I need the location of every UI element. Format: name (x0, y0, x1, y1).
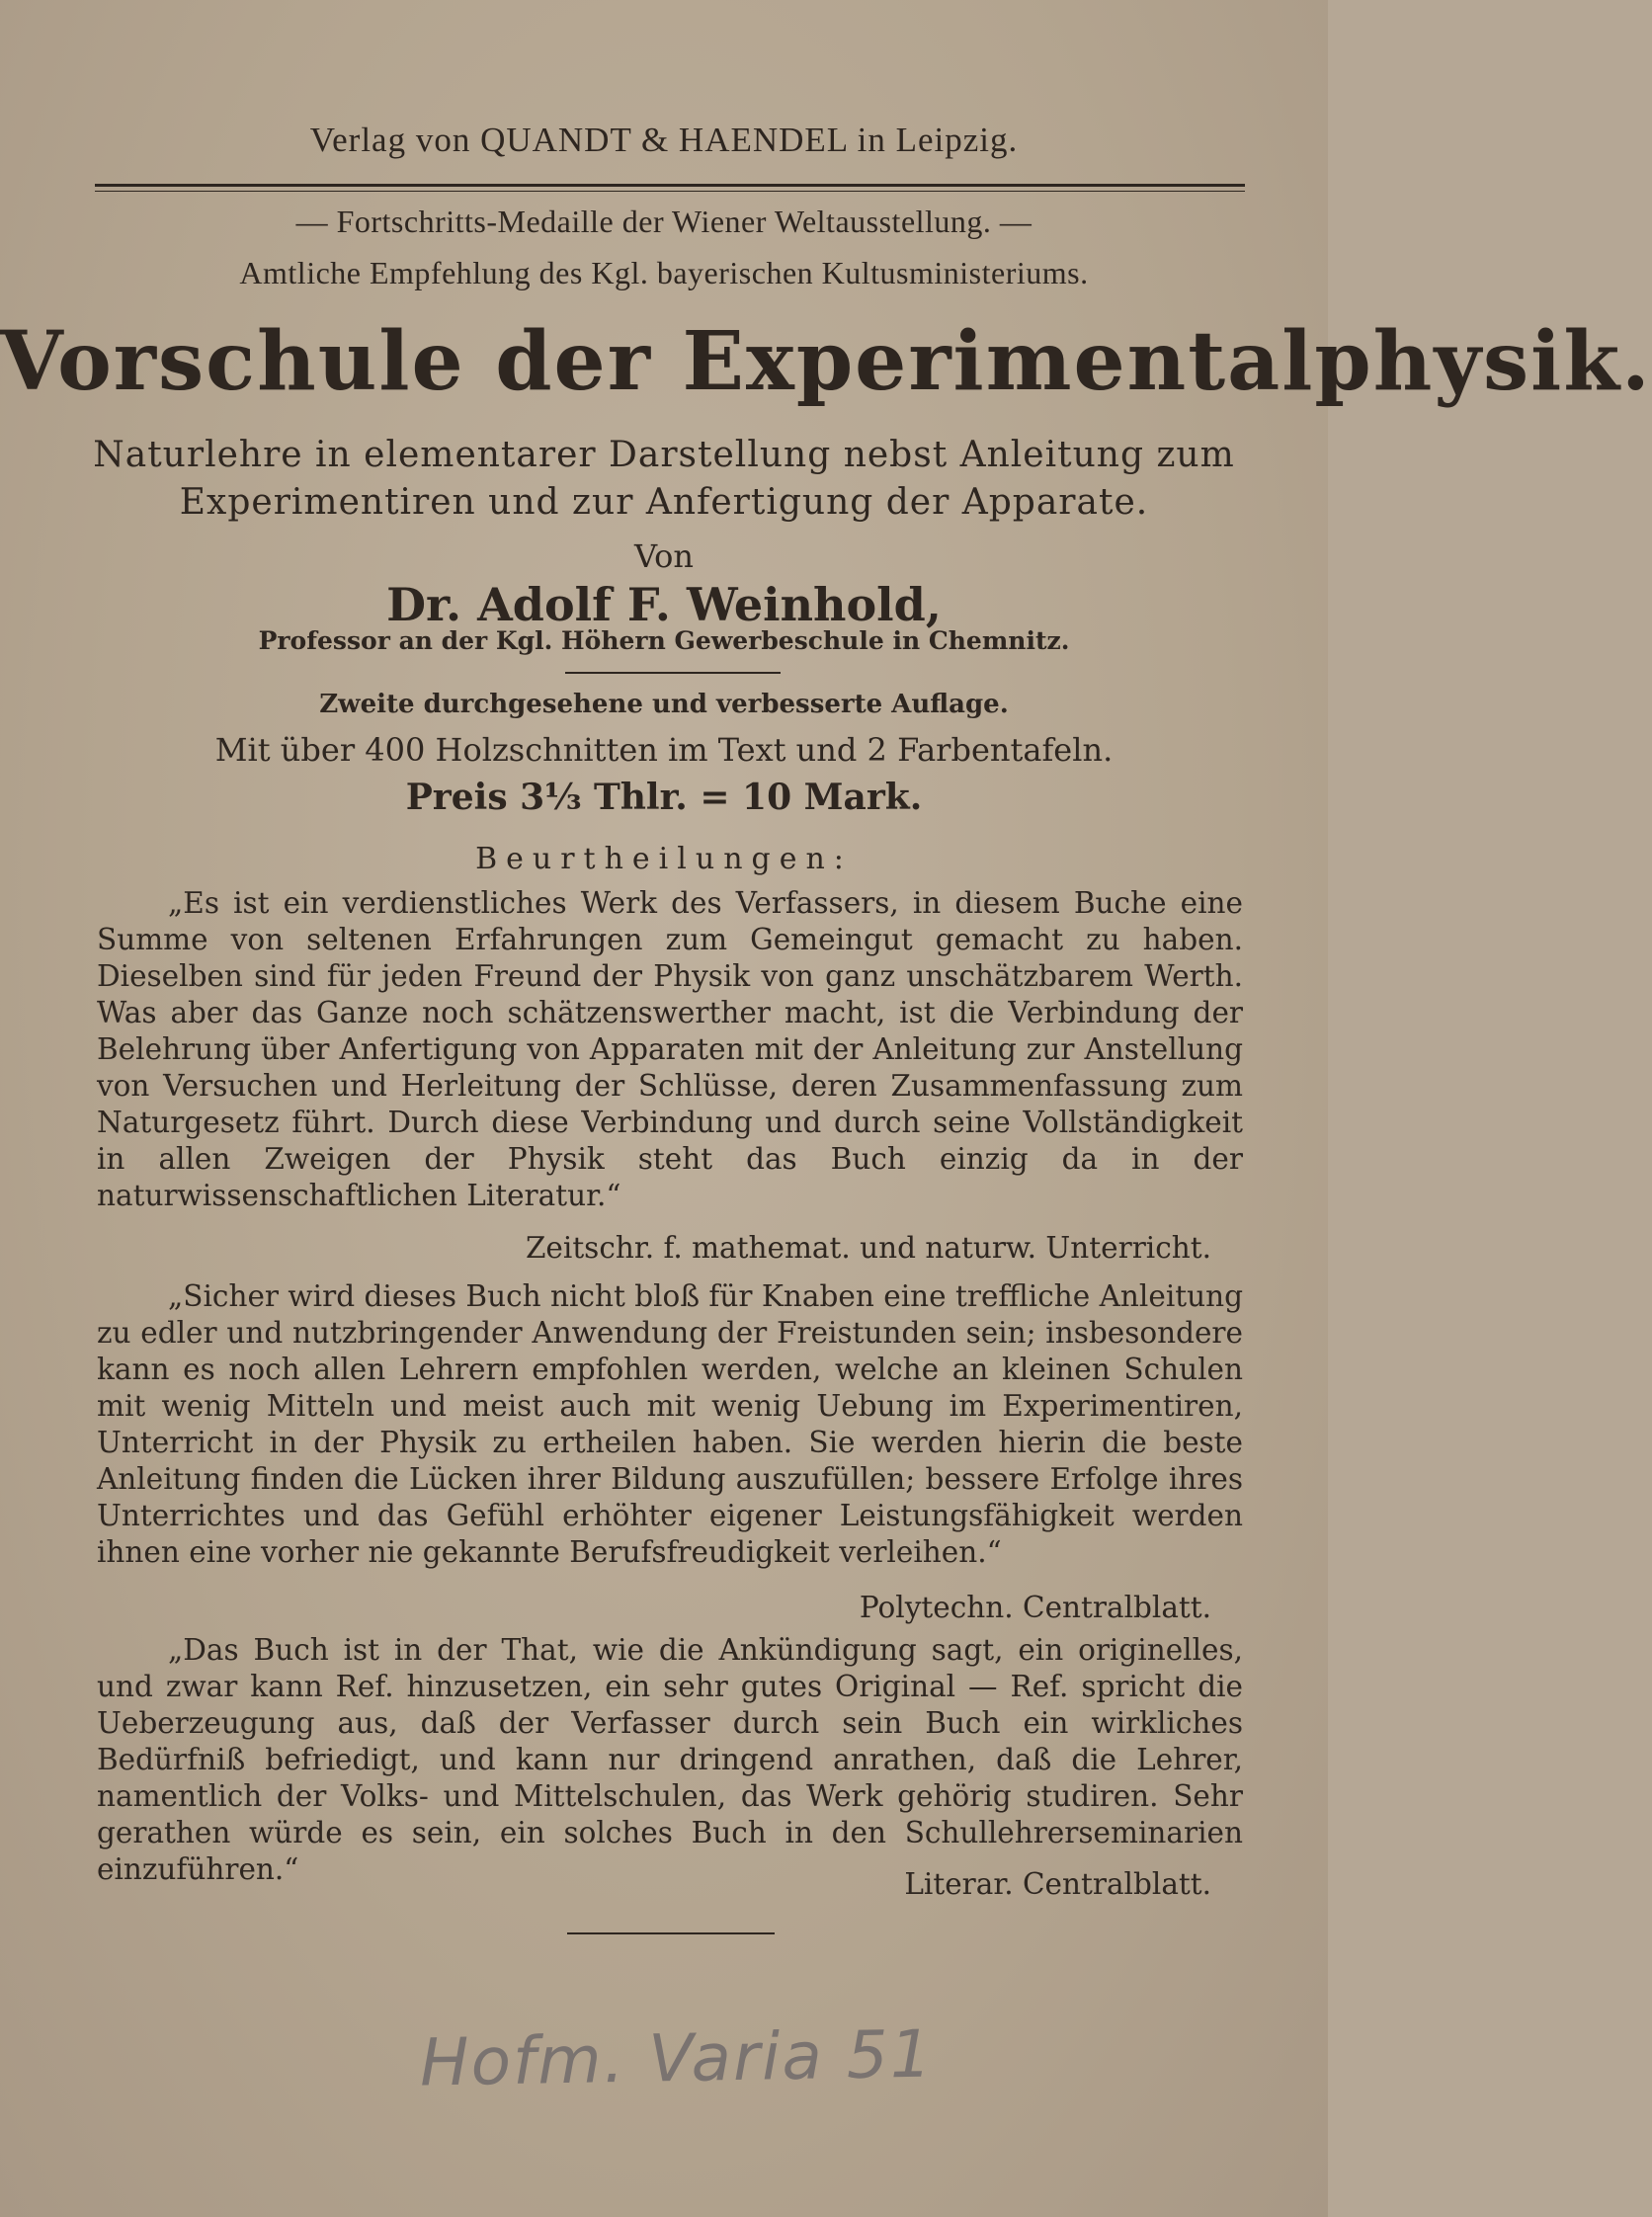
award-medal: — Fortschritts-Medaille der Wiener Weltausstellung. — (295, 204, 1032, 239)
review-text-3: „Das Buch ist in der That, wie die Ankündigung sagt, ein originelles, und zwar kann Ref. hinzusetzen, ein sehr gutes Original — Ref. spricht die Ueberzeugung aus, daß der Verfasser durch sein Buch ein wirkliches Bedürfniß befriedigt, und kann nur dringend anrathen, daß die Lehrer, namentlich der Volks- und Mittelschulen, das Werk gehörig studiren. Sehr gerathen würde es sein, ein solches Buch in den Schullehrerseminarien einzuführen.“ (97, 1633, 1243, 1886)
illustrations-note: Mit über 400 Holzschnitten im Text und 2 Farbentafeln. (214, 731, 1114, 769)
bottom-rule (567, 1932, 775, 1934)
review-source-1: Zeitschr. f. mathemat. und naturw. Unterricht. (525, 1231, 1211, 1265)
review-text-2: „Sicher wird dieses Buch nicht bloß für Knaben eine treffliche Anleitung zu edler und nutzbringender Anwendung der Freistunden sein; insbesondere kann es noch allen Lehrern empfohlen werden, welche an kleinen Schulen mit wenig Mitteln und meist auch mit wenig Uebung im Experimentiren, Unterricht in der Physik zu ertheilen haben. Sie werden hierin die beste Anleitung finden die Lücken ihrer Bildung auszufüllen; bessere Erfolge ihres Unterrichtes und das Gefühl erhöhter eigener Leistungsfähigkeit werden ihnen eine vorher nie gekannte Berufsfreudigkeit verleihen.“ (97, 1279, 1243, 1569)
top-rule (95, 184, 1245, 187)
book-subtitle-line2: Experimentiren und zur Anfertigung der Apparate. (179, 482, 1149, 523)
edition-note: Zweite durchgesehene und verbesserte Auflage. (319, 690, 1009, 719)
author-name: Dr. Adolf F. Weinhold, (386, 578, 942, 631)
award-recommendation: Amtliche Empfehlung des Kgl. bayerischen Kultusministeriums. (239, 255, 1089, 290)
middle-rule (565, 672, 781, 674)
handwritten-shelfmark: Hofm. Varia 51 (419, 2015, 935, 2101)
book-subtitle-line1: Naturlehre in elementarer Darstellung nebst Anleitung zum (93, 435, 1235, 475)
review-source-2: Polytechn. Centralblatt. (859, 1591, 1211, 1624)
reviews-heading: Beurtheilungen: (475, 842, 853, 876)
author-affiliation: Professor an der Kgl. Höhern Gewerbeschule in Chemnitz. (258, 626, 1070, 655)
price: Preis 3⅓ Thlr. = 10 Mark. (405, 777, 923, 818)
review-source-3: Literar. Centralblatt. (904, 1867, 1211, 1901)
publisher-line: Verlag von QUANDT & HAENDEL in Leipzig. (309, 121, 1019, 159)
review-text-1: „Es ist ein verdienstliches Werk des Verfassers, in diesem Buche eine Summe von seltenen Erfahrungen zum Gemeingut gemacht zu haben. Dieselben sind für jeden Freund der Physik von ganz unschätzbarem Werth. Was aber das Ganze noch schätzenswerther macht, ist die Verbindung der Belehrung über Anfertigung von Apparaten mit der Anleitung zur Anstellung von Versuchen und Herleitung der Schlüsse, deren Zusammenfassung zum Naturgesetz führt. Durch diese Verbindung und durch seine Vollständigkeit in allen Zweigen der Physik steht das Buch einzig da in der naturwissenschaftlichen Literatur.“ (97, 886, 1243, 1212)
author-prefix: Von (633, 537, 695, 575)
top-rule-thin (95, 191, 1245, 192)
book-title: Vorschule der Experimentalphysik. (0, 314, 1652, 409)
